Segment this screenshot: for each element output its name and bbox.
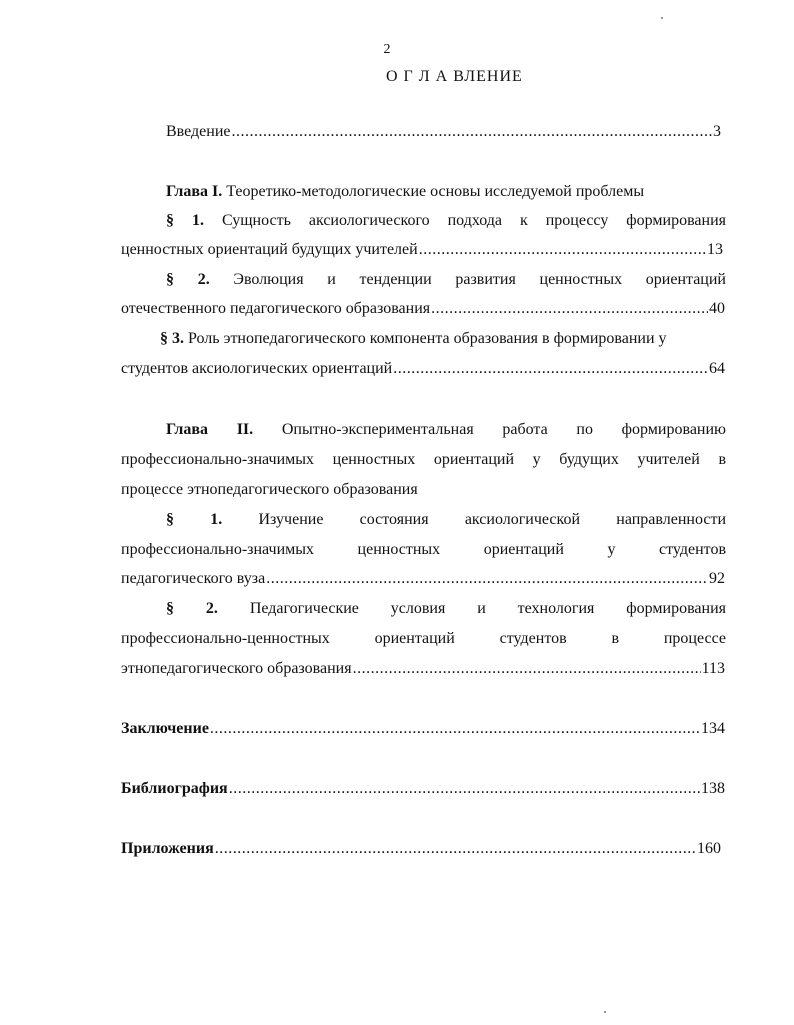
chapter2-title: Опытно-экспериментальная работа по формированию <box>281 421 727 438</box>
section-mark: § <box>166 271 174 288</box>
section-title-cont: этнопедагогического образования <box>121 660 352 677</box>
section-title: Педагогические условия и технология формирования <box>249 600 727 617</box>
section-number: 2. <box>197 271 210 288</box>
toc-entry-intro <box>166 121 721 143</box>
chapter2-section1-line3 <box>121 568 725 590</box>
scan-speck <box>604 1011 606 1013</box>
chapter2-section1-line2: профессионально-значимых ценностных ориентаций у студентов <box>121 541 726 558</box>
leader-dots <box>353 658 701 680</box>
section-mark: § <box>166 511 174 528</box>
chapter1-section3-line1 <box>160 328 667 350</box>
toc-bibliography-label: Библиография <box>121 780 228 797</box>
leader-dots <box>232 121 713 143</box>
chapter1-section2-line1 <box>166 269 726 291</box>
section-title: Роль этнопедагогического компонента образования в формировании у <box>188 330 667 347</box>
chapter1-section2-line2 <box>121 298 725 320</box>
section-page: 40 <box>709 300 725 317</box>
section-number: 3. <box>172 330 184 347</box>
toc-appendices-label: Приложения <box>121 840 214 857</box>
leader-dots <box>215 838 696 860</box>
section-number: 1. <box>210 511 223 528</box>
section-title-cont: педагогического вуза <box>121 570 266 587</box>
chapter1-label: Глава I. <box>166 183 223 200</box>
section-title-cont: студентов аксиологических ориентаций <box>121 360 393 377</box>
leader-dots <box>393 358 708 380</box>
toc-bibliography-page: 138 <box>701 780 725 797</box>
section-title: Эволюция и тенденции развития ценностных ориентаций <box>233 271 726 288</box>
chapter2-section1-line1 <box>166 509 726 531</box>
section-number: 1. <box>191 212 204 229</box>
section-title: Изучение состояния аксиологической направленности <box>258 511 727 528</box>
toc-entry-conclusion <box>121 718 725 740</box>
chapter2-label: Глава II. <box>166 421 254 438</box>
chapter2-heading-line3: процессе этнопедагогического образования <box>121 481 418 498</box>
section-mark: § <box>160 330 168 347</box>
section-mark: § <box>166 212 174 229</box>
toc-conclusion-label: Заключение <box>121 720 209 737</box>
toc-entry-appendices <box>121 838 721 860</box>
section-title-cont: ценностных ориентаций будущих учителей <box>121 241 418 258</box>
section-page: 64 <box>709 360 725 377</box>
section-page: 113 <box>701 660 725 677</box>
chapter1-title: Теоретико-методологические основы исследуемой проблемы <box>226 183 645 200</box>
toc-entry-bibliography <box>121 778 725 800</box>
leader-dots <box>210 718 700 740</box>
leader-dots <box>431 298 708 320</box>
toc-appendices-page: 160 <box>697 840 721 857</box>
page-title: О Г Л А ВЛЕНИЕ <box>386 68 523 85</box>
chapter1-section1-line1 <box>166 210 726 232</box>
page-number: 2 <box>383 42 391 57</box>
chapter2-section2-line1 <box>166 598 726 620</box>
chapter2-section2-line3 <box>121 658 725 680</box>
leader-dots <box>419 239 706 261</box>
scan-speck <box>661 17 663 19</box>
toc-conclusion-page: 134 <box>701 720 725 737</box>
section-mark: § <box>166 600 174 617</box>
toc-intro-page: 3 <box>713 123 721 140</box>
chapter2-heading-line2: профессионально-значимых ценностных ориентаций у будущих учителей в <box>121 451 726 468</box>
leader-dots <box>229 778 700 800</box>
chapter2-heading-line1 <box>166 419 726 441</box>
section-page: 13 <box>707 241 723 258</box>
section-number: 2. <box>205 600 218 617</box>
section-title-cont: отечественного педагогического образования <box>121 300 431 317</box>
chapter1-section3-line2 <box>121 358 725 380</box>
section-title: Сущность аксиологического подхода к процессу формирования <box>221 212 727 229</box>
chapter2-section2-line2: профессионально-ценностных ориентаций студентов в процессе <box>121 630 726 647</box>
leader-dots <box>266 568 708 590</box>
chapter1-heading <box>166 181 644 203</box>
section-page: 92 <box>709 570 725 587</box>
chapter1-section1-line2 <box>121 239 723 261</box>
toc-intro-label: Введение <box>166 123 231 140</box>
